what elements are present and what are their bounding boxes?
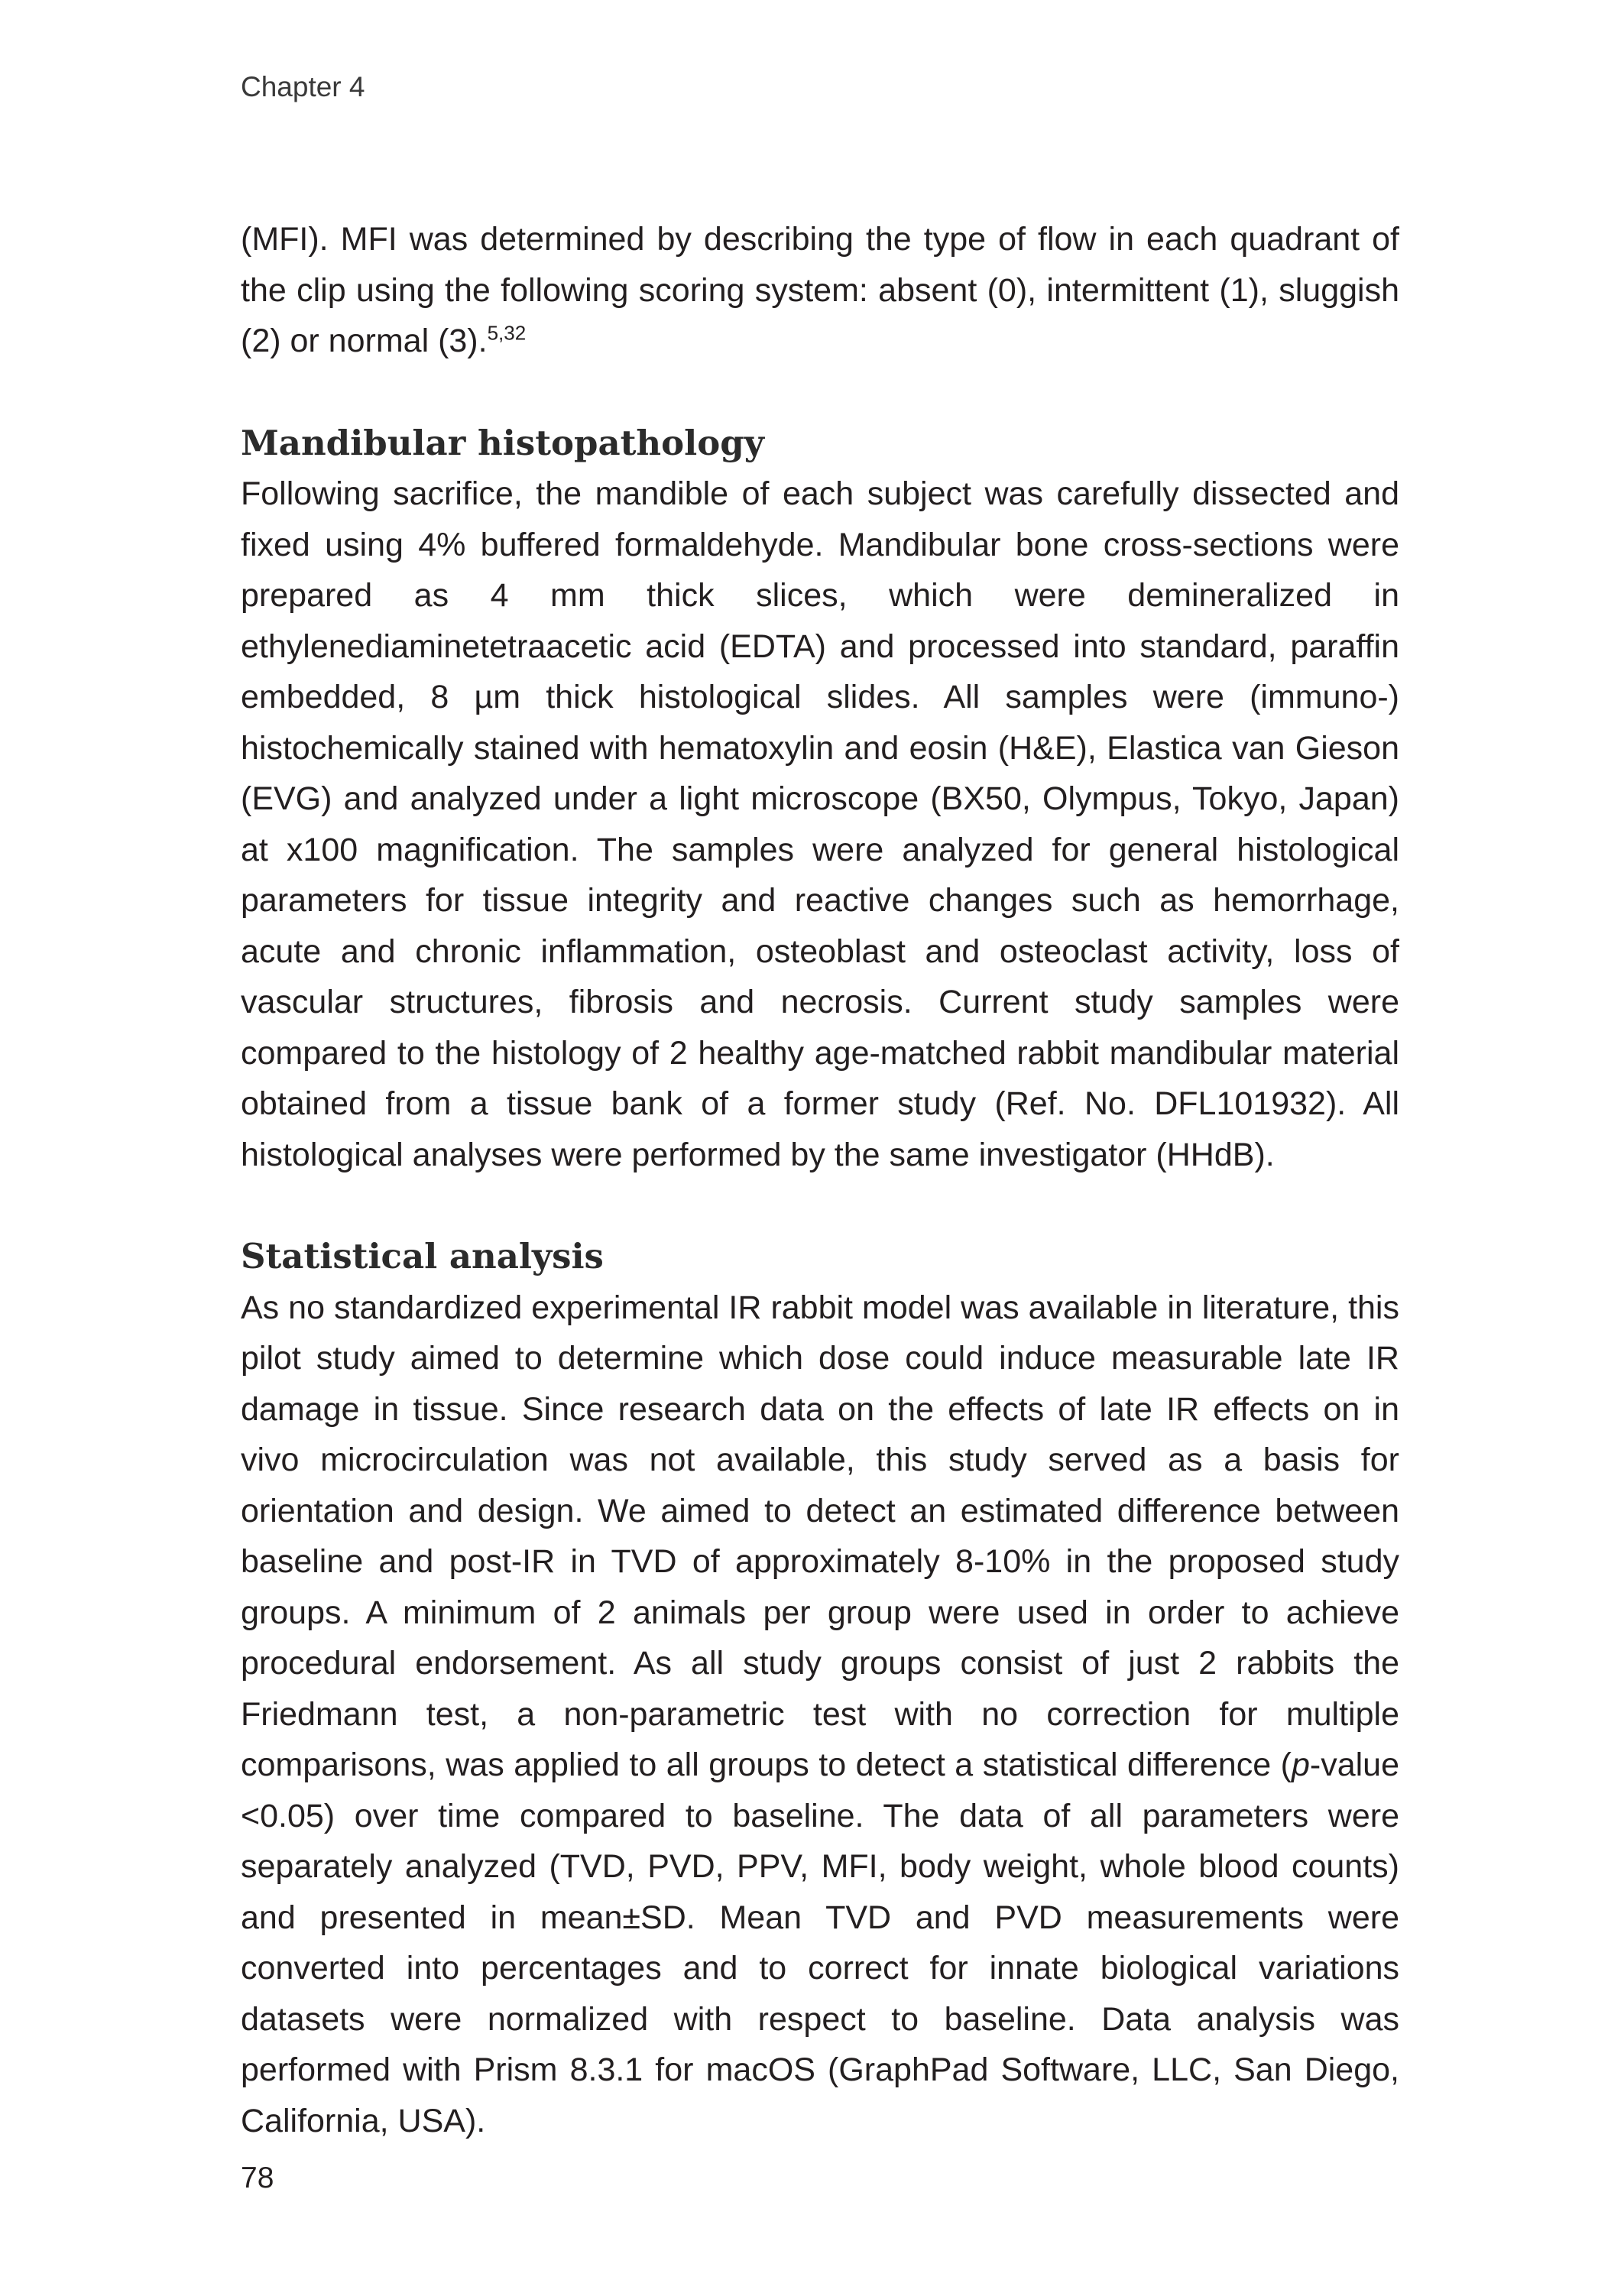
section-body-histopathology: Following sacrifice, the mandible of each subject was carefully dissected and fixed using 4% buffered formaldehyde. Mandibular bone cross-sections were prepared as 4 mm thick slices, which were demineralized in ethylenediaminetetraacetic acid (EDTA) and processed into standard, paraffin embedded, 8 µm thick histological slides. All samples were (immuno-) histochemically stained with hematoxylin and eosin (H&E), Elastica van Gieson (EVG) and analyzed under a light microscope (BX50, Olympus, Tokyo, Japan) at x100 magnification. The samples were analyzed for general histological parameters for tissue integrity and reactive changes such as hemorrhage, acute and chronic inflammation, osteoblast and osteoclast activity, loss of vascular structures, fibrosis and necrosis. Current study samples were compared to the histology of 2 healthy age-matched rabbit mandibular material obtained from a tissue bank of a former study (Ref. No. DFL101932). All histological analyses were performed by the same investigator (HHdB). xyxy=(241,475,1399,1173)
section-heading-statistics: Statistical analysis xyxy=(241,1236,604,1276)
page-body xyxy=(241,214,1399,2146)
statistics-text-part2: -value <0.05) over time compared to baseline. The data of all parameters were separately analyzed (TVD, PVD, PPV, MFI, body weight, whole blood counts) and presented in mean±SD. Mean TVD and PVD measurements were converted into percentages and to correct for innate biological variations datasets were normalized with respect to baseline. Data analysis was performed with Prism 8.3.1 for macOS (GraphPad Software, LLC, San Diego, California, USA). xyxy=(241,1747,1399,2139)
section-body-statistics xyxy=(241,1283,1399,2147)
p-value-symbol: p xyxy=(1291,1747,1310,1783)
intro-paragraph xyxy=(241,214,1399,367)
statistics-text-part1: As no standardized experimental IR rabbit model was available in literature, this pilot study aimed to determine which dose could induce measurable late IR damage in tissue. Since research data on the effects of late IR effects on in vivo microcirculation was not available, this study served as a basis for orientation and design. We aimed to detect an estimated difference between baseline and post-IR in TVD of approximately 8-10% in the proposed study groups. A minimum of 2 animals per group were used in order to achieve procedural endorsement. As all study groups consist of just 2 rabbits the Friedmann test, a non-parametric test with no correction for multiple comparisons, was applied to all groups to detect a statistical difference ( xyxy=(241,1289,1399,1783)
section-spacer xyxy=(241,1180,1399,1231)
citation-superscript: 5,32 xyxy=(487,321,527,345)
section-heading-histopathology: Mandibular histopathology xyxy=(241,422,764,463)
intro-text: (MFI). MFI was determined by describing the type of flow in each quadrant of the clip using the following scoring system: absent (0), intermittent (1), sluggish (2) or normal (3). xyxy=(241,221,1399,359)
section-spacer xyxy=(241,367,1399,418)
running-head: Chapter 4 xyxy=(241,71,365,102)
page-number: 78 xyxy=(241,2162,274,2194)
